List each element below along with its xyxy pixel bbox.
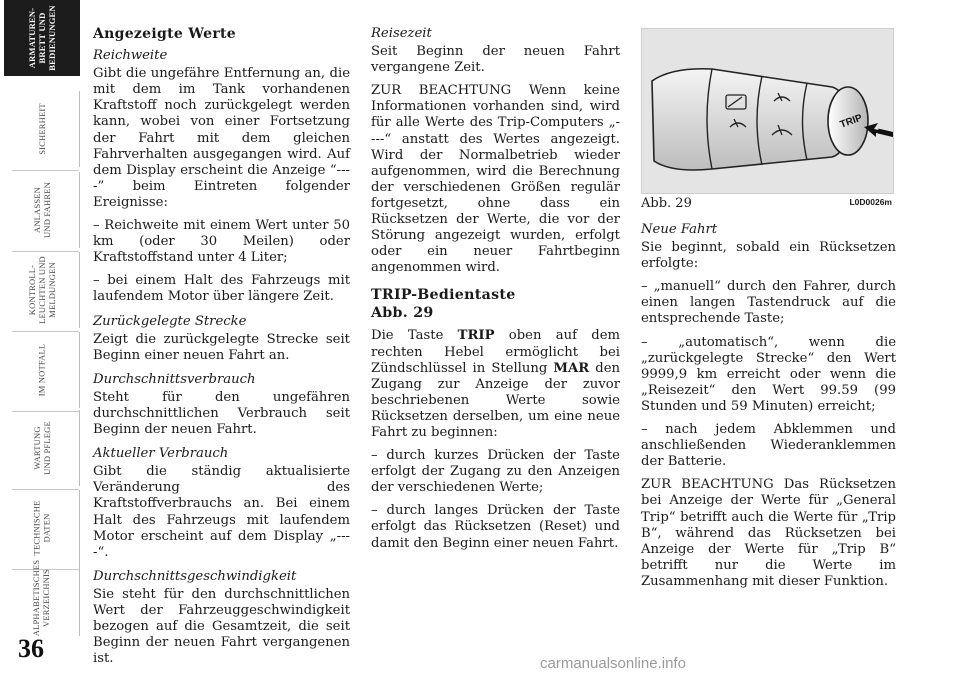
tab-technische-daten[interactable]	[4, 490, 80, 566]
page-number: 36	[18, 634, 44, 663]
paragraph: Gibt die ungefähre Entfernung an, die mit dem im Tank vorhandenen Kraftstoff noch zurückgelegt werden kann, wobei von einer Fortsetzung der Fahrt mit dem gleichen Fahrverhalten ausgegangen wird. Auf dem Display erscheint die Anzeige “----” beim Eintreten folgender Ereignisse:	[93, 66, 350, 210]
section-tabs	[0, 0, 82, 677]
list-item: – nach jedem Abklemmen und anschließenden Wiederanklemmen der Batterie.	[641, 422, 896, 470]
paragraph: Sie beginnt, sobald ein Rücksetzen erfolgte:	[641, 240, 896, 272]
tab-label: ALPHABETISCHES VERZEICHNIS	[31, 559, 52, 637]
tab-label: ARMATUREN- BRETT UND BEDIENUNGEN	[27, 5, 57, 71]
lever-illustration	[642, 29, 894, 194]
column-3	[641, 222, 896, 597]
tab-label: SICHERHEIT	[36, 103, 47, 155]
paragraph	[371, 328, 620, 441]
text: den Zugang zur Anzeige der zuvor beschriebenen Werte sowie Rücksetzen derselben, um eine neue Fahrt zu beginnen:	[371, 360, 620, 440]
figure-code: L0D0026m	[849, 197, 892, 207]
mar-key-label: MAR	[553, 360, 590, 376]
list-item: – durch langes Drücken der Taste erfolgt das Rücksetzen (Reset) und damit den Beginn einer neuen Fahrt.	[371, 503, 620, 551]
section-heading: Angezeigte Werte	[93, 26, 236, 42]
subheading-verbrauch: Durchschnittsverbrauch	[93, 371, 256, 387]
paragraph: Gibt die ständig aktualisierte Veränderung des Kraftstoffverbrauchs an. Bei einem Halt des Fahrzeugs mit laufendem Motor erscheint auf dem Display „----“.	[93, 464, 350, 560]
paragraph: Sie steht für den durchschnittlichen Wert der Fahrzeuggeschwindigkeit bezogen auf die Gesamtzeit, die seit Beginn der neuen Fahrt vergangenen ist.	[93, 586, 350, 667]
note-paragraph	[371, 83, 620, 276]
tab-label: IM NOTFALL	[36, 343, 47, 397]
trip-key-label: TRIP	[457, 328, 495, 344]
subheading-geschwindigkeit: Durchschnittsgeschwindigkeit	[93, 568, 297, 584]
list-item: – „automatisch“, wenn die „zurückgelegte Strecke“ den Wert 9999,9 km erreicht oder wenn die „Reisezeit“ den Wert 99.59 (99 Stunden und 59 Minuten) erreicht;	[641, 334, 896, 414]
paragraph: Zeigt die zurückgelegte Strecke seit Beginn einer neuen Fahrt an.	[93, 331, 350, 363]
list-item: – bei einem Halt des Fahrzeugs mit laufendem Motor über längere Zeit.	[93, 273, 350, 305]
subheading-neue-fahrt: Neue Fahrt	[641, 222, 718, 237]
subheading-aktuell: Aktueller Verbrauch	[93, 446, 229, 462]
figure-caption	[641, 196, 894, 212]
subheading-strecke: Zurückgelegte Strecke	[93, 313, 247, 329]
note-text: Das Rücksetzen bei Anzeige der Werte für „General Trip“ betrifft auch die Werte für „Trip B“, während das Rücksetzen bei Anzeige der Werte für „Trip B“ betrifft nur die Werte im Zusammenhang mit dieser Funktion.	[641, 477, 896, 589]
subheading-reisezeit: Reisezeit	[371, 26, 432, 41]
tab-anlassen[interactable]	[4, 172, 80, 248]
column-1	[93, 26, 350, 674]
tab-divider	[12, 170, 79, 171]
list-item: – Reichweite mit einem Wert unter 50 km (oder 30 Meilen) oder Kraftstoffstand unter 4 Liter;	[93, 218, 350, 266]
paragraph: Steht für den ungefähren durchschnittlichen Verbrauch seit Beginn der neuen Fahrt.	[93, 389, 350, 438]
tab-armaturenbrett[interactable]	[4, 0, 80, 76]
trip-heading-title: TRIP-Bedientaste	[371, 287, 516, 304]
note-text: Wenn keine Informationen vorhanden sind, wird für alle Werte des Trip-Computers „----“ anstatt des Wertes angezeigt. Wird der Normalbetrieb wieder aufgenommen, wird die Berechnung der verschiedenen Größen regulär fortgesetzt, ohne dass ein Rücksetzen der Werte, die vor der Störung angezeigt wurden, erfolgt oder ein neuer Fahrtbeginn angenommen wird.	[371, 83, 620, 276]
note-label: ZUR BEACHTUNG	[371, 83, 512, 99]
list-item: – „manuell“ durch den Fahrer, durch einen langen Tastendruck auf die entsprechende Taste;	[641, 279, 896, 327]
tab-im-notfall[interactable]	[4, 332, 80, 408]
tab-sicherheit[interactable]	[4, 91, 80, 167]
trip-heading	[371, 286, 620, 322]
note-paragraph	[641, 477, 896, 590]
trip-heading-figref: Abb. 29	[371, 305, 434, 322]
tab-label: WARTUNG UND PFLEGE	[31, 421, 52, 475]
tab-kontrollleuchten[interactable]	[4, 252, 80, 328]
tab-label: ANLASSEN UND FAHREN	[31, 182, 52, 238]
subheading-reichweite: Reichweite	[93, 48, 168, 64]
tab-label: TECHNISCHE DATEN	[31, 500, 52, 556]
text: oben auf dem rechten Hebel ermöglicht bei Zündschlüssel in Stellung	[371, 328, 620, 376]
trip-button-label: TRIP	[838, 112, 864, 131]
tab-verzeichnis[interactable]	[4, 560, 80, 636]
text: Die Taste	[371, 328, 444, 344]
watermark: carmanualsonline.info	[540, 655, 686, 672]
tab-wartung[interactable]	[4, 410, 80, 486]
note-label: ZUR BEACHTUNG	[641, 477, 774, 493]
tab-label: KONTROLL- LEUCHTEN UND MELDUNGEN	[26, 256, 57, 324]
figure-trip-lever	[641, 28, 894, 194]
figure-caption-text: Abb. 29	[641, 196, 692, 211]
paragraph: Seit Beginn der neuen Fahrt vergangene Zeit.	[371, 44, 620, 76]
column-2	[371, 26, 620, 559]
list-item: – durch kurzes Drücken der Taste erfolgt der Zugang zu den Anzeigen der verschiedenen Werte;	[371, 448, 620, 496]
